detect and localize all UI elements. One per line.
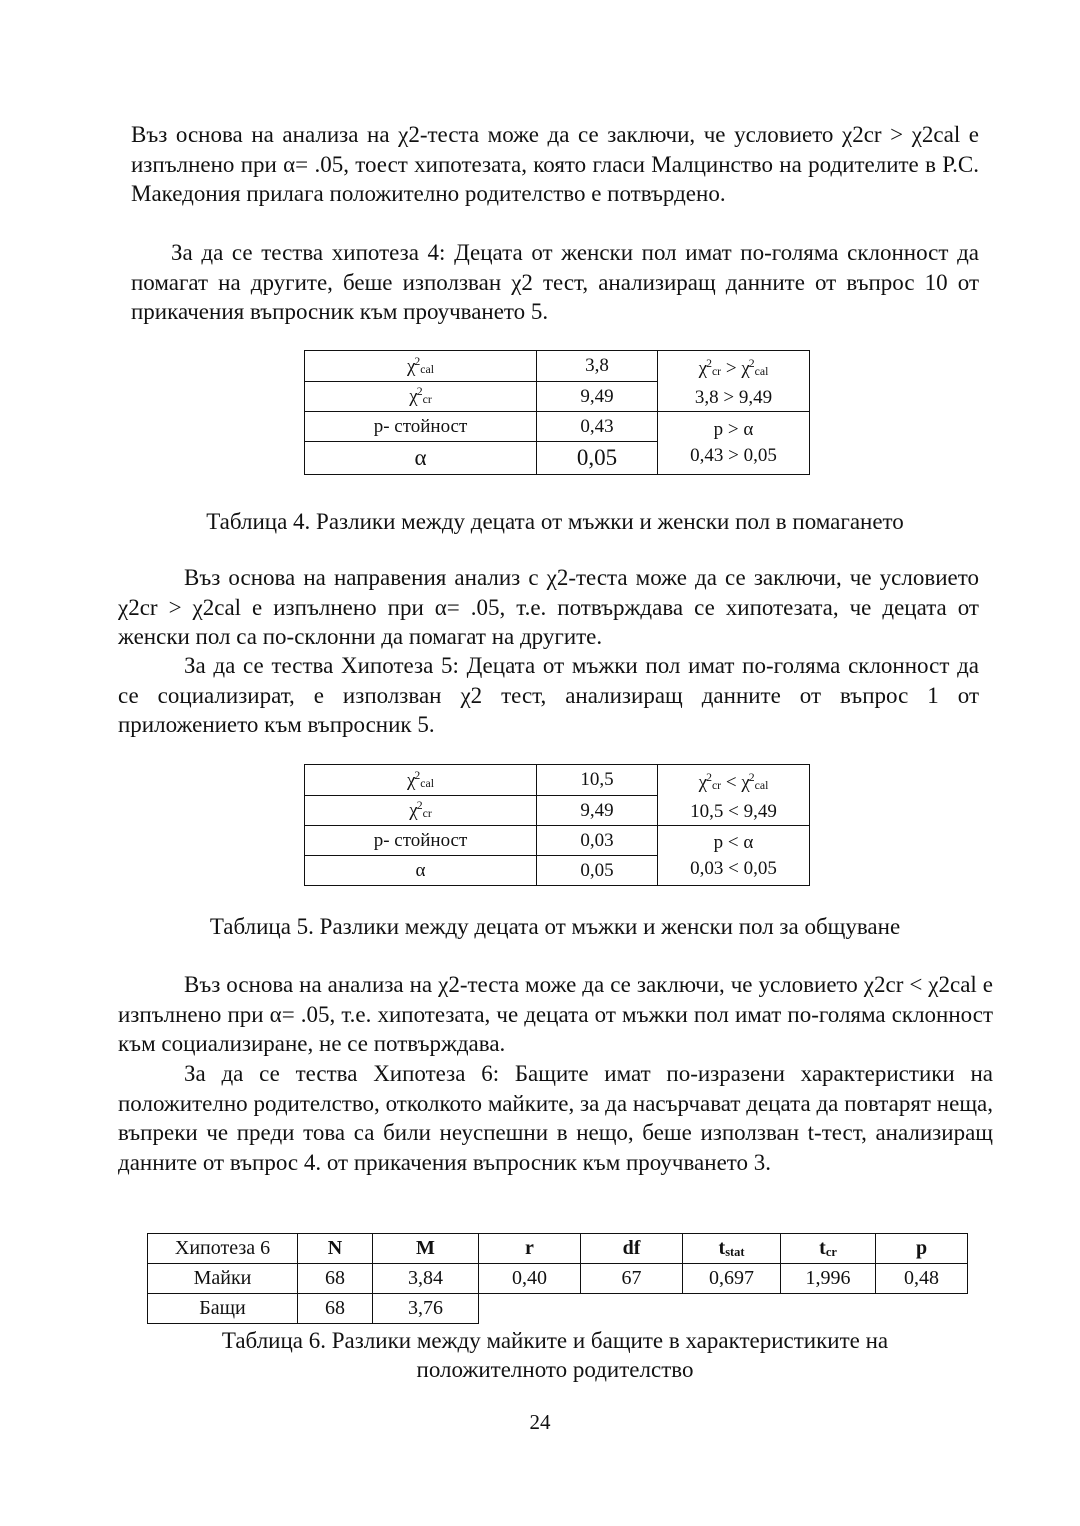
p-value: 0,03 bbox=[537, 826, 658, 856]
chi-cr-label: $\chi^2cr$ bbox=[305, 796, 537, 826]
header-p: p bbox=[876, 1234, 968, 1264]
comparison-values-1: 3,8 > 9,49 bbox=[694, 387, 773, 409]
comparison-cell-2 bbox=[658, 412, 810, 475]
cell: 3,76 bbox=[373, 1294, 479, 1324]
alpha-value: 0,05 bbox=[537, 442, 658, 475]
cell: 0,48 bbox=[876, 1264, 968, 1294]
paragraph-hypothesis-5: За да се тества Хипотеза 5: Децата от мъжки пол имат по-голяма склонност да се социализират, е използван χ2 тест, анализиращ данните от въпрос 1 от приложението към въпросник 5. bbox=[118, 653, 979, 737]
cell: 3,84 bbox=[373, 1264, 479, 1294]
alpha-label: α bbox=[305, 856, 537, 886]
chi-cal-value: 3,8 bbox=[537, 351, 658, 382]
comparison-cell-1: $\chi^2cr > \chi^2cal$ 3,8 > 9,49 bbox=[658, 351, 810, 412]
table-6 bbox=[147, 1233, 968, 1324]
comparison-values-2: 0,03 < 0,05 bbox=[690, 857, 777, 879]
cell: 0,40 bbox=[479, 1264, 581, 1294]
chi-cal-label: $\chi^2cal$ bbox=[305, 765, 537, 796]
cell: 68 bbox=[298, 1294, 373, 1324]
chi-cr-value: 9,49 bbox=[537, 796, 658, 826]
alpha-value: 0,05 bbox=[537, 856, 658, 886]
paragraph-conclusion-1: Въз основа на анализа на χ2-теста може да се заключи, че условието χ2cr > χ2cal е изпълнено при α= .05, тоест хипотезата, която гласи Малцинство на родителите в Р.С. Македония прилага положително родителство е потвърдено. bbox=[131, 122, 979, 206]
page-number: 24 bbox=[529, 1410, 551, 1434]
p-value: 0,43 bbox=[537, 412, 658, 442]
table-5 bbox=[304, 764, 810, 886]
cell: 0,697 bbox=[683, 1264, 781, 1294]
alpha-label: α bbox=[305, 442, 537, 475]
table-4 bbox=[304, 350, 810, 475]
chi-cal-label: $\chi^2cal$ bbox=[305, 351, 537, 382]
cell: 1,996 bbox=[781, 1264, 876, 1294]
header-m: M bbox=[373, 1234, 479, 1264]
header-tstat: $t_{stat}$ bbox=[683, 1234, 781, 1264]
header-hypothesis: Хипотеза 6 bbox=[148, 1234, 298, 1264]
comparison-cell-1: $\chi^2cr < \chi^2cal$ 10,5 < 9,49 bbox=[658, 765, 810, 826]
comparison-values-2: 0,43 > 0,05 bbox=[690, 445, 777, 467]
paragraph-conclusion-4: Въз основа на направения анализ с χ2-теста може да се заключи, че условието χ2cr > χ2cal е изпълнено при α= .05, т.е. потвърждава се хипотезата, че децата от женски пол са по-склонни да помагат на другите. bbox=[118, 565, 979, 649]
p-value-label: p- стойност bbox=[305, 412, 537, 442]
chi-cr-label: $\chi^2cr$ bbox=[305, 382, 537, 412]
empty-area bbox=[479, 1294, 968, 1324]
table-4-caption: Таблица 4. Разлики между децата от мъжки и женски пол в помагането bbox=[206, 509, 904, 534]
p-value-label: p- стойност bbox=[305, 826, 537, 856]
comparison-cell-2 bbox=[658, 826, 810, 886]
relation-2: p > α bbox=[713, 419, 754, 441]
row-label-fathers: Бащи bbox=[148, 1294, 298, 1324]
paragraph-conclusion-5: Въз основа на анализа на χ2-теста може да се заключи, че условието χ2cr < χ2cal е изпълнено при α= .05, т.е. хипотезата, че децата от мъжки пол имат по-голяма склонност към социализиране, не се потвърждава. bbox=[118, 972, 993, 1056]
chi-cr-value: 9,49 bbox=[537, 382, 658, 412]
cell: 67 bbox=[581, 1264, 683, 1294]
cell: 68 bbox=[298, 1264, 373, 1294]
header-df: df bbox=[581, 1234, 683, 1264]
header-n: N bbox=[298, 1234, 373, 1264]
header-r: r bbox=[479, 1234, 581, 1264]
table-6-caption: Таблица 6. Разлики между майките и бащите в характеристиките на положителното родителство bbox=[221, 1328, 889, 1382]
header-tcr: $t_{cr}$ bbox=[781, 1234, 876, 1264]
paragraph-hypothesis-4: За да се тества хипотеза 4: Децата от женски пол имат по-голяма склонност да помагат на другите, беше използван χ2 тест, анализиращ данните от въпрос 10 от прикачения въпросник към проучването 5. bbox=[131, 240, 979, 324]
relation-2: p < α bbox=[713, 831, 754, 853]
row-label-mothers: Майки bbox=[148, 1264, 298, 1294]
comparison-values-1: 10,5 < 9,49 bbox=[690, 801, 777, 823]
chi-cal-value: 10,5 bbox=[537, 765, 658, 796]
table-5-caption: Таблица 5. Разлики между децата от мъжки и женски пол за общуване bbox=[209, 914, 901, 939]
paragraph-hypothesis-6: За да се тества Хипотеза 6: Бащите имат по-изразени характеристики на положително родителство, отколкото майките, за да насърчават децата да повтарят неща, въпреки че преди това са били неуспешни в нещо, беше използван t-тест, анализиращ данните от въпрос 4. от прикачения въпросник към проучването 3. bbox=[118, 1061, 993, 1175]
